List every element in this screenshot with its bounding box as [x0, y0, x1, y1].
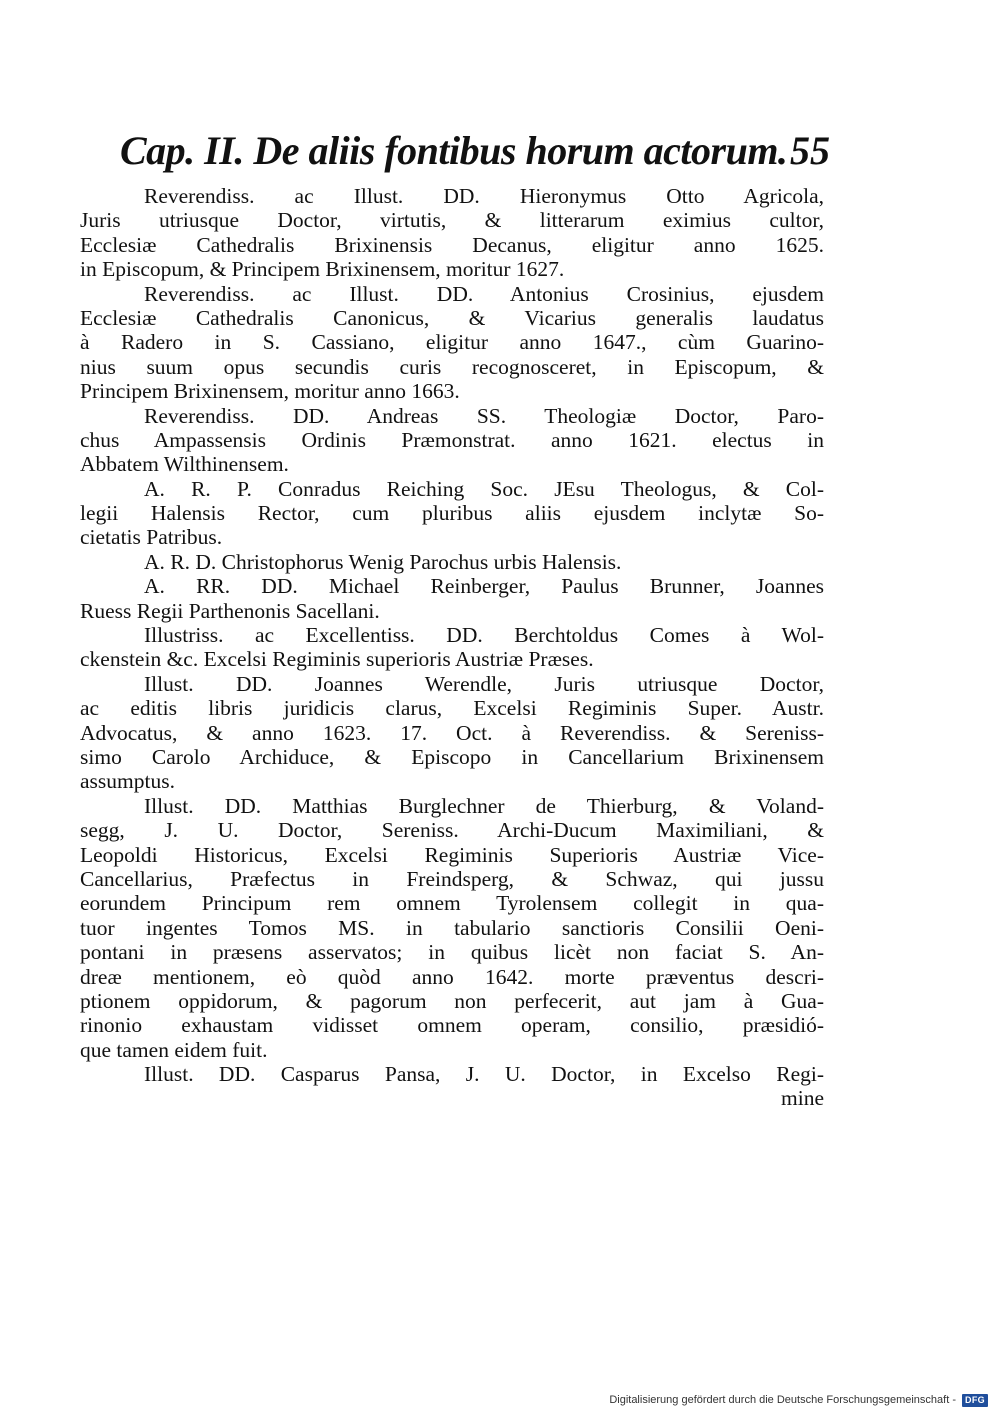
text-line: Principem Brixinensem, moritur anno 1663. [80, 379, 460, 404]
text-line: A. R. D. Christophorus Wenig Parochus urbis Halensis. [144, 549, 622, 574]
digitization-credit [609, 1392, 988, 1408]
text-line: Reverendiss. DD. Andreas SS. Theologiæ Doctor, Paro- [144, 403, 824, 428]
text-line: rinonio exhaustam vidisset omnem operam, consilio, præsidió- [80, 1013, 824, 1038]
running-head [120, 126, 830, 176]
text-line: eorundem Principum rem omnem Tyrolensem collegit in qua- [80, 891, 824, 916]
text-line: in Episcopum, & Principem Brixinensem, moritur 1627. [80, 257, 565, 282]
text-line: Abbatem Wilthinensem. [80, 452, 289, 477]
text-line: Ecclesiæ Cathedralis Brixinensis Decanus, eligitur anno 1625. [80, 232, 824, 257]
text-line: Reverendiss. ac Illust. DD. Hieronymus Otto Agricola, [144, 184, 824, 208]
chapter-title: Cap. II. De aliis fontibus horum actorum. [120, 128, 788, 173]
body-text [80, 184, 824, 1111]
credit-text: Digitalisierung gefördert durch die Deutsche Forschungsgemeinschaft - [609, 1394, 956, 1406]
text-line: A. R. P. Conradus Reiching Soc. JEsu Theologus, & Col- [144, 476, 824, 501]
text-line: Illust. DD. Matthias Burglechner de Thierburg, & Voland- [144, 793, 824, 818]
text-line: Ecclesiæ Cathedralis Canonicus, & Vicarius generalis laudatus [80, 305, 824, 330]
text-line: dreæ mentionem, eò quòd anno 1642. morte præventus descri- [80, 964, 824, 989]
text-line: legii Halensis Rector, cum pluribus aliis ejusdem inclytæ So- [80, 501, 824, 526]
text-line: simo Carolo Archiduce, & Episcopo in Cancellarium Brixinensem [80, 744, 824, 769]
text-line: ckenstein &c. Excelsi Regiminis superioris Austriæ Præses. [80, 647, 594, 672]
text-line: chus Ampassensis Ordinis Præmonstrat. anno 1621. electus in [80, 427, 824, 452]
text-line: ac editis libris juridicis clarus, Excelsi Regiminis Super. Austr. [80, 696, 824, 721]
text-line: Illustriss. ac Excellentiss. DD. Berchtoldus Comes à Wol- [144, 623, 824, 648]
text-line: Illust. DD. Joannes Werendle, Juris utriusque Doctor, [144, 671, 824, 696]
text-line: pontani in præsens asservatos; in quibus licèt non faciat S. An- [80, 940, 824, 965]
text-line: tuor ingentes Tomos MS. in tabulario sanctioris Consilii Oeni- [80, 915, 824, 940]
text-line: nius suum opus secundis curis recognosceret, in Episcopum, & [80, 354, 824, 379]
text-line: Illust. DD. Casparus Pansa, J. U. Doctor, in Excelso Regi- [144, 1062, 824, 1087]
text-line: Reverendiss. ac Illust. DD. Antonius Crosinius, ejusdem [144, 281, 824, 306]
text-line: Leopoldi Historicus, Excelsi Regiminis Superioris Austriæ Vice- [80, 842, 824, 867]
text-line: à Radero in S. Cassiano, eligitur anno 1647., cùm Guarino- [80, 330, 824, 355]
text-line: Advocatus, & anno 1623. 17. Oct. à Reverendiss. & Sereniss- [80, 720, 824, 745]
text-line: assumptus. [80, 769, 175, 794]
text-line: Juris utriusque Doctor, virtutis, & litterarum eximius cultor, [80, 208, 824, 233]
dfg-logo-icon: DFG [962, 1394, 988, 1407]
text-line: que tamen eidem fuit. [80, 1037, 268, 1062]
text-line: ptionem oppidorum, & pagorum non perfecerit, aut jam à Gua- [80, 988, 824, 1013]
text-line: cietatis Patribus. [80, 525, 223, 550]
text-line: Cancellarius, Præfectus in Freindsperg, & Schwaz, qui jussu [80, 866, 824, 891]
catchword: mine [781, 1086, 824, 1111]
page-number: 55 [790, 128, 830, 173]
text-line: segg, J. U. Doctor, Sereniss. Archi-Ducum Maximiliani, & [80, 818, 824, 843]
text-line: Ruess Regii Parthenonis Sacellani. [80, 598, 380, 623]
text-line: A. RR. DD. Michael Reinberger, Paulus Brunner, Joannes [144, 574, 824, 599]
